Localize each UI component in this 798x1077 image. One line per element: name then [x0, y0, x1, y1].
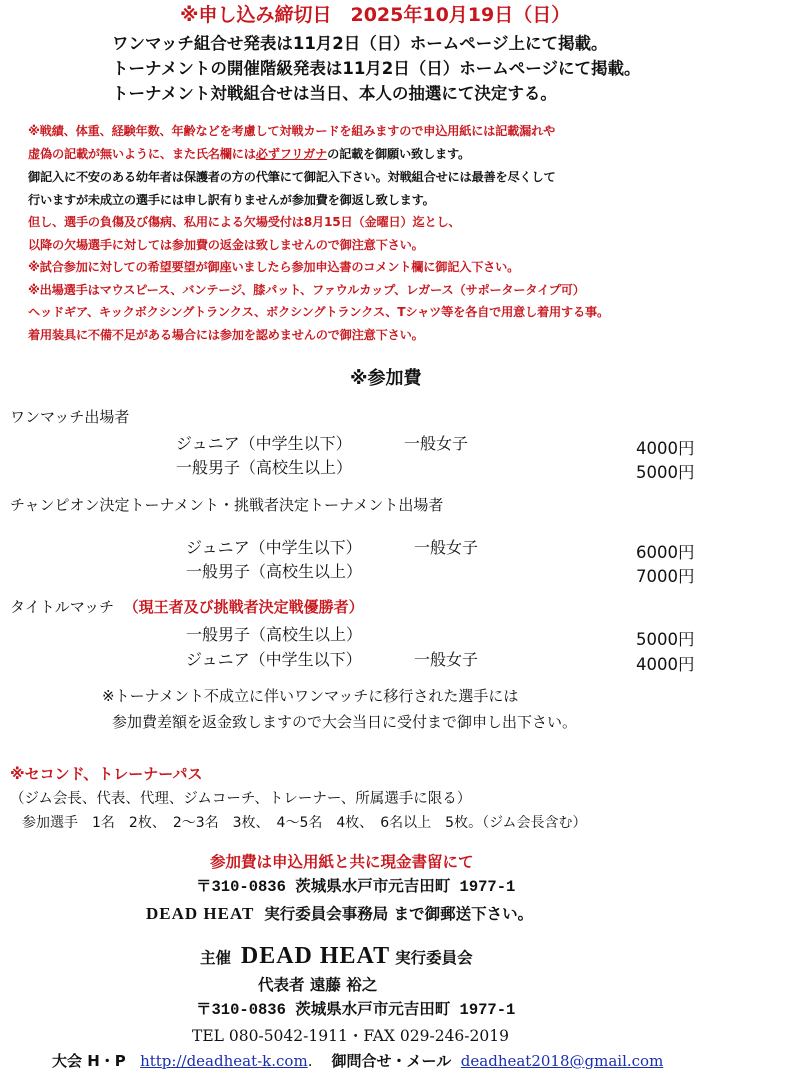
payment-address: 〒310-0836 茨城県水戸市元吉田町 1977-1: [196, 878, 516, 896]
tournament-men: 一般男子（高校生以上）: [186, 562, 363, 581]
notice-line-6: 以降の欠場選手に対しては参加費の返金は致しませんので御注意下さい。: [28, 238, 424, 252]
organizer-tel-fax: TEL 080-5042-1911・FAX 029-246-2019: [192, 1027, 509, 1045]
one-match-men: 一般男子（高校生以上）: [176, 458, 353, 477]
title-match-amount-2: 4000円: [636, 655, 695, 674]
notice-line-2a: 虚偽の記載が無いように、また氏名欄には: [28, 147, 256, 161]
mail-link[interactable]: deadheat2018@gmail.com: [460, 1052, 664, 1070]
tournament-amount-2: 7000円: [636, 567, 695, 586]
hp-label: 大会 H・P: [52, 1052, 126, 1070]
deadline-line-2: トーナメントの開催階級発表は11月2日（日）ホームページにて掲載。: [112, 59, 641, 78]
tournament-junior: ジュニア（中学生以下）: [186, 538, 362, 557]
title-match-junior: ジュニア（中学生以下）: [186, 650, 362, 669]
pass-scope: （ジム会長、代表、代理、ジムコーチ、トレーナー、所属選手に限る）: [10, 791, 472, 807]
payment-destination: [146, 905, 533, 923]
title-match-men: 一般男子（高校生以上）: [186, 625, 363, 644]
title-match-title: タイトルマッチ: [10, 598, 115, 616]
title-match-women: 一般女子: [414, 650, 479, 669]
title-match-amount-1: 5000円: [636, 630, 695, 649]
notice-line-9: ヘッドギア、キックボクシングトランクス、ボクシングトランクス、Tシャツ等を各自で用意し着用する事。: [28, 305, 609, 319]
fees-heading: ※参加費: [350, 368, 422, 389]
organizer-host-brand: DEAD HEAT: [240, 943, 391, 969]
mail-label: 御問合せ・メール: [331, 1052, 452, 1070]
hp-link[interactable]: http://deadheat-k.com: [140, 1052, 308, 1070]
payment-dest-brand: DEAD HEAT: [146, 904, 255, 923]
notice-line-8: ※出場選手はマウスピース、バンテージ、膝パット、ファウルカップ、レガース（サポータータイプ可）: [28, 283, 585, 297]
tournament-title: チャンピオン決定トーナメント・挑戦者決定トーナメント出場者: [10, 496, 444, 514]
notice-line-7: ※試合参加に対しての希望要望が御座いましたら参加申込書のコメント欄に御記入下さい。: [28, 260, 520, 274]
one-match-junior: ジュニア（中学生以下）: [176, 434, 352, 453]
organizer-host-label: 主催: [200, 949, 232, 967]
payment-title: 参加費は申込用紙と共に現金書留にて: [210, 853, 474, 871]
tournament-women: 一般女子: [414, 538, 479, 557]
pass-title: ※セコンド、トレーナーパス: [10, 765, 203, 783]
notice-line-4: 行いますが未成立の選手には申し訳有りませんが参加費を御返し致します。: [28, 193, 435, 207]
deadline-title: ※申し込み締切日 2025年10月19日（日）: [180, 4, 571, 26]
organizer-address: 〒310-0836 茨城県水戸市元吉田町 1977-1: [196, 1001, 516, 1019]
one-match-title: ワンマッチ出場者: [10, 408, 130, 426]
notice-line-10: 着用装具に不備不足がある場合には参加を認めませんので御注意下さい。: [28, 328, 424, 342]
deadline-line-3: トーナメント対戦組合せは当日、本人の抽選にて決定する。: [112, 84, 557, 103]
one-match-amount-1: 4000円: [636, 439, 695, 458]
organizer-rep: 代表者 遠藤 裕之: [258, 976, 378, 994]
notice-line-2c: の記載を御願い致します。: [327, 147, 470, 161]
organizer-host-rest: 実行委員会: [395, 949, 473, 967]
notice-line-5: 但し、選手の負傷及び傷病、私用による欠場受付は8月15日（金曜日）迄とし、: [28, 215, 461, 229]
one-match-amount-2: 5000円: [636, 463, 695, 482]
notice-furigana: 必ずフリガナ: [255, 147, 328, 161]
notice-line-3: 御記入に不安のある幼年者は保護者の方の代筆にて御記入下さい。対戦組合せには最善を尽くして: [28, 170, 556, 184]
payment-dest-rest: 実行委員会事務局 まで御郵送下さい。: [264, 905, 534, 923]
refund-note-1: ※トーナメント不成立に伴いワンマッチに移行された選手には: [102, 687, 519, 705]
pass-counts: 参加選手 1名 2枚、 2～3名 3枚、 4～5名 4枚、 6名以上 5枚。（ジム会長含む）: [22, 815, 587, 831]
notice-line-1: ※戦績、体重、経験年数、年齢などを考慮して対戦カードを組みますので申込用紙には記載漏れや: [28, 124, 556, 138]
hp-dot: .: [307, 1052, 313, 1070]
notice-line-2: [28, 148, 470, 160]
organizer-host: [200, 944, 473, 968]
refund-note-2: 参加費差額を返金致しますので大会当日に受付まで御申し出下さい。: [112, 713, 578, 731]
one-match-women: 一般女子: [404, 434, 469, 453]
tournament-amount-1: 6000円: [636, 543, 695, 562]
deadline-line-1: ワンマッチ組合せ発表は11月2日（日）ホームページ上にて掲載。: [112, 34, 608, 53]
organizer-contact-line: [52, 1054, 663, 1069]
title-match-heading: [10, 600, 364, 615]
title-match-note: （現王者及び挑戦者決定戦優勝者）: [123, 598, 364, 616]
